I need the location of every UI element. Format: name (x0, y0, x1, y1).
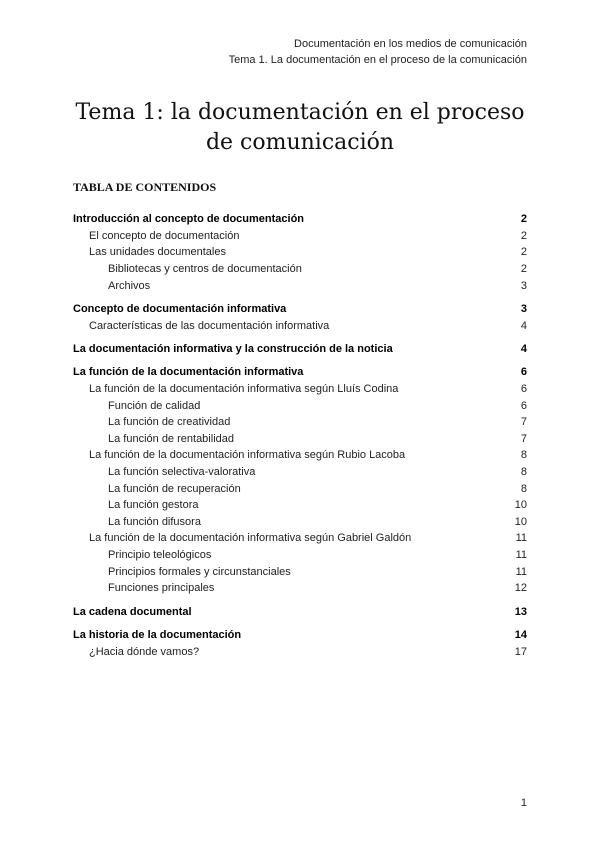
toc-entry[interactable] (73, 497, 527, 514)
toc-entry-page: 8 (520, 466, 527, 478)
toc-entry[interactable] (73, 547, 527, 564)
toc-entry-page: 2 (520, 229, 527, 242)
toc-entry-label: La función de la documentación informativa (73, 366, 304, 379)
toc-entry-page: 11 (515, 532, 527, 545)
toc-entry-page: 2 (520, 213, 527, 226)
toc-entry[interactable] (73, 530, 527, 547)
toc-entry-page: 2 (520, 263, 527, 276)
toc-entry[interactable] (73, 563, 527, 580)
table-of-contents (73, 211, 527, 660)
toc-entry-label: La documentación informativa y la construcción de la noticia (73, 343, 393, 356)
toc-entry[interactable] (73, 643, 527, 660)
toc-entry[interactable] (73, 513, 527, 530)
toc-entry[interactable] (73, 364, 527, 381)
toc-entry-page: 12 (514, 582, 527, 595)
toc-entry[interactable] (73, 414, 527, 431)
running-header (229, 36, 527, 68)
toc-entry-label: Función de calidad (108, 399, 201, 412)
toc-entry-label: La función de rentabilidad (108, 432, 234, 445)
toc-entry[interactable] (73, 381, 527, 398)
toc-entry[interactable] (73, 580, 527, 597)
toc-entry[interactable] (73, 341, 527, 358)
toc-entry-page: 3 (520, 279, 527, 292)
toc-entry[interactable] (73, 277, 527, 294)
toc-entry-label: La función de la documentación informativa según Gabriel Galdón (89, 532, 412, 545)
toc-entry-label: Principio teleológicos (108, 548, 212, 561)
toc-entry-label: La función de creatividad (108, 416, 231, 429)
toc-entry-label: La función difusora (108, 515, 201, 528)
toc-entry-page: 4 (520, 343, 527, 356)
toc-entry[interactable] (73, 603, 527, 620)
toc-entry-page: 10 (514, 499, 527, 512)
toc-entry-label: Principios formales y circunstanciales (108, 565, 291, 578)
toc-entry[interactable] (73, 317, 527, 334)
toc-entry-page: 4 (520, 319, 527, 332)
toc-entry[interactable] (73, 627, 527, 644)
toc-entry-page: 6 (520, 399, 527, 412)
toc-heading: TABLA DE CONTENIDOS (73, 180, 217, 194)
toc-entry-label: La función gestora (108, 499, 199, 512)
toc-entry[interactable] (73, 480, 527, 497)
toc-entry-page: 6 (520, 383, 527, 396)
toc-entry-label: La función de recuperación (108, 482, 241, 495)
toc-entry-page: 6 (520, 366, 527, 379)
toc-entry-page: 8 (520, 482, 527, 495)
page-number: 1 (520, 797, 527, 809)
running-header-line-2: Tema 1. La documentación en el proceso de la comunicación (228, 54, 527, 66)
toc-entry[interactable] (73, 431, 527, 448)
document-title: Tema 1: la documentación en el proceso de comunicación (75, 100, 525, 155)
toc-entry-page: 11 (515, 565, 527, 578)
toc-entry-label: La función de la documentación informativa según Lluís Codina (89, 383, 399, 396)
toc-entry[interactable] (73, 397, 527, 414)
toc-entry-page: 3 (520, 303, 527, 316)
toc-entry-label: Bibliotecas y centros de documentación (108, 263, 302, 276)
toc-entry-label: Introducción al concepto de documentación (73, 213, 305, 226)
toc-entry-page: 8 (520, 449, 527, 462)
toc-entry-page: 13 (514, 605, 527, 618)
toc-entry-label: Características de las documentación informativa (89, 319, 330, 332)
running-header-line-1: Documentación en los medios de comunicación (294, 38, 527, 50)
toc-entry-page: 17 (514, 645, 527, 658)
toc-entry-page: 7 (520, 416, 527, 429)
toc-entry-label: La cadena documental (73, 605, 192, 618)
toc-entry[interactable] (73, 228, 527, 245)
toc-entry-page: 10 (514, 515, 527, 528)
toc-entry-label: Las unidades documentales (89, 246, 226, 259)
toc-entry[interactable] (73, 261, 527, 278)
toc-entry-label: La historia de la documentación (73, 628, 242, 641)
toc-entry-label: Concepto de documentación informativa (73, 303, 287, 316)
toc-entry-label: Funciones principales (108, 582, 215, 595)
toc-entry-label: La función selectiva-valorativa (108, 466, 256, 478)
toc-entry[interactable] (73, 211, 527, 228)
toc-entry-page: 14 (514, 628, 527, 641)
toc-entry[interactable] (73, 301, 527, 318)
toc-entry-label: Archivos (108, 279, 151, 292)
toc-entry[interactable] (73, 447, 527, 464)
toc-entry-page: 2 (520, 246, 527, 259)
toc-entry-page: 11 (515, 548, 527, 561)
toc-entry-page: 7 (520, 432, 527, 445)
toc-entry-label: La función de la documentación informativa según Rubio Lacoba (89, 449, 406, 462)
toc-entry[interactable] (73, 244, 527, 261)
toc-entry-label: El concepto de documentación (89, 229, 240, 242)
toc-entry[interactable] (73, 464, 527, 481)
toc-entry-label: ¿Hacia dónde vamos? (89, 645, 200, 658)
